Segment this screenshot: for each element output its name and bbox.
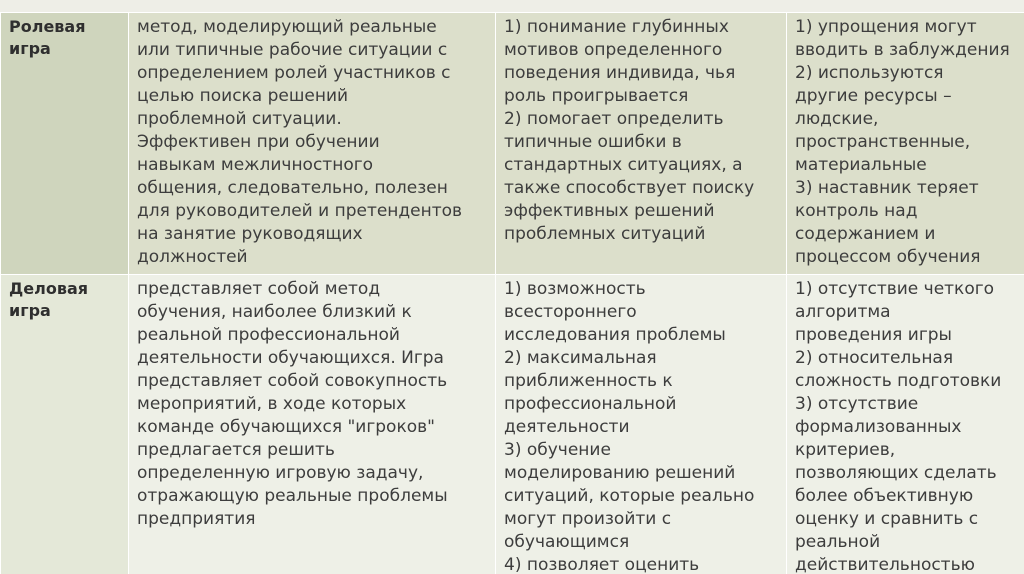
top-band xyxy=(0,0,1024,12)
description-cell xyxy=(129,275,496,574)
methods-table xyxy=(0,12,1024,574)
method-description: метод, моделирующий реальные или типичные рабочие ситуации с определением ролей участников с целью поиска решений проблемной ситуации. Эффективен при обучении навыкам межличностного общения, следовательно, полезен для руководителей и претендентов на занятие руководящих должностей xyxy=(137,17,463,267)
method-name: Деловая игра xyxy=(9,279,89,320)
method-disadvantages: 1) упрощения могут вводить в заблуждения 2) используются другие ресурсы – людские, пространственные, материальные 3) наставник теряет контроль над содержанием и процессом обучения xyxy=(795,17,1010,267)
method-description: представляет собой метод обучения, наиболее близкий к реальной профессиональной деятельности обучающихся. Игра представляет собой совокупность мероприятий, в ходе которых команде обучающихся "игроков" предлагается решить определенную игровую задачу, отражающую реальные проблемы предприятия xyxy=(137,279,448,529)
method-name-cell xyxy=(1,13,129,275)
table-row xyxy=(1,275,1024,574)
method-advantages: 1) возможность всестороннего исследования проблемы 2) максимальная приближенность к профессиональной деятельности 3) обучение моделированию решений ситуаций, которые реально могут произойти с обучающимся 4) позволяет оценить xyxy=(504,279,755,574)
table-row xyxy=(1,13,1024,275)
advantages-cell xyxy=(496,275,787,574)
method-disadvantages: 1) отсутствие четкого алгоритма проведения игры 2) относительная сложность подготовки 3) отсутствие формализованных критериев, позволяющих сделать более объективную оценку и сравнить с реальной действительностью xyxy=(795,279,1002,574)
method-name: Ролевая игра xyxy=(9,17,86,58)
disadvantages-cell xyxy=(787,275,1024,574)
advantages-cell xyxy=(496,13,787,275)
description-cell xyxy=(129,13,496,275)
disadvantages-cell xyxy=(787,13,1024,275)
method-name-cell xyxy=(1,275,129,574)
method-advantages: 1) понимание глубинных мотивов определенного поведения индивида, чья роль проигрывается 2) помогает определить типичные ошибки в стандартных ситуациях, а также способствует поиску эффективных решений проблемных ситуаций xyxy=(504,17,755,244)
